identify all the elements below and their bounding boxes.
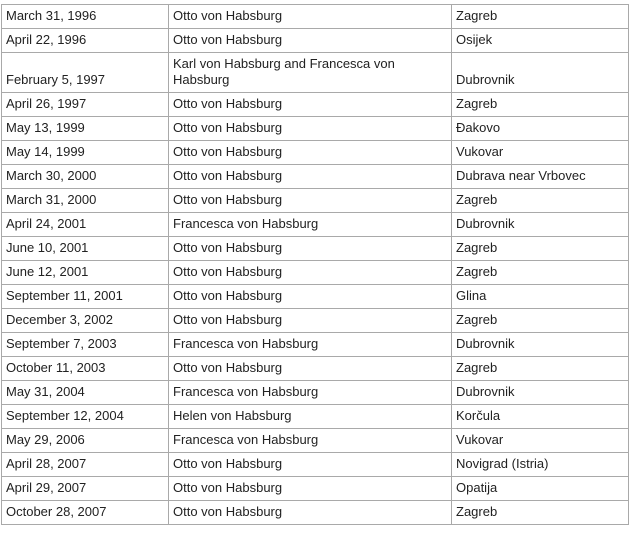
location-cell: Dubrovnik <box>452 53 629 93</box>
date-cell: October 11, 2003 <box>2 357 169 381</box>
location-cell: Zagreb <box>452 237 629 261</box>
location-cell: Zagreb <box>452 93 629 117</box>
location-cell: Zagreb <box>452 309 629 333</box>
visitor-cell: Otto von Habsburg <box>169 189 452 213</box>
visitor-cell: Otto von Habsburg <box>169 237 452 261</box>
date-cell: February 5, 1997 <box>2 53 169 93</box>
location-cell: Zagreb <box>452 5 629 29</box>
visitor-cell: Otto von Habsburg <box>169 309 452 333</box>
location-cell: Osijek <box>452 29 629 53</box>
date-cell: December 3, 2002 <box>2 309 169 333</box>
table-row <box>2 117 629 141</box>
visitor-cell: Francesca von Habsburg <box>169 333 452 357</box>
location-cell: Novigrad (Istria) <box>452 453 629 477</box>
visitor-cell: Otto von Habsburg <box>169 261 452 285</box>
date-cell: April 24, 2001 <box>2 213 169 237</box>
date-cell: September 11, 2001 <box>2 285 169 309</box>
table-row <box>2 93 629 117</box>
date-cell: October 28, 2007 <box>2 501 169 525</box>
location-cell: Zagreb <box>452 501 629 525</box>
table-row <box>2 501 629 525</box>
table-row <box>2 189 629 213</box>
visitor-cell: Otto von Habsburg <box>169 141 452 165</box>
date-cell: May 31, 2004 <box>2 381 169 405</box>
date-cell: September 7, 2003 <box>2 333 169 357</box>
location-cell: Vukovar <box>452 141 629 165</box>
date-cell: April 22, 1996 <box>2 29 169 53</box>
location-cell: Glina <box>452 285 629 309</box>
location-cell: Zagreb <box>452 189 629 213</box>
visitor-cell: Otto von Habsburg <box>169 453 452 477</box>
visitor-cell: Francesca von Habsburg <box>169 429 452 453</box>
date-cell: June 10, 2001 <box>2 237 169 261</box>
visitor-cell: Helen von Habsburg <box>169 405 452 429</box>
location-cell: Vukovar <box>452 429 629 453</box>
visitor-cell: Francesca von Habsburg <box>169 213 452 237</box>
date-cell: March 31, 1996 <box>2 5 169 29</box>
location-cell: Korčula <box>452 405 629 429</box>
location-cell: Dubrovnik <box>452 333 629 357</box>
location-cell: Zagreb <box>452 261 629 285</box>
visitor-cell: Otto von Habsburg <box>169 5 452 29</box>
table-row <box>2 477 629 501</box>
date-cell: September 12, 2004 <box>2 405 169 429</box>
location-cell: Dubrava near Vrbovec <box>452 165 629 189</box>
table-row <box>2 333 629 357</box>
visitor-cell: Francesca von Habsburg <box>169 381 452 405</box>
visitor-cell: Otto von Habsburg <box>169 165 452 189</box>
location-cell: Đakovo <box>452 117 629 141</box>
visitor-cell: Karl von Habsburg and Francesca von Habsburg <box>169 53 452 93</box>
table-row <box>2 261 629 285</box>
table-row <box>2 53 629 93</box>
date-cell: March 31, 2000 <box>2 189 169 213</box>
date-cell: April 28, 2007 <box>2 453 169 477</box>
table-row <box>2 381 629 405</box>
date-cell: April 26, 1997 <box>2 93 169 117</box>
visitor-cell: Otto von Habsburg <box>169 357 452 381</box>
location-cell: Opatija <box>452 477 629 501</box>
visitor-cell: Otto von Habsburg <box>169 501 452 525</box>
location-cell: Zagreb <box>452 357 629 381</box>
table-row <box>2 357 629 381</box>
table-row <box>2 309 629 333</box>
table-row <box>2 165 629 189</box>
visitor-cell: Otto von Habsburg <box>169 117 452 141</box>
date-cell: June 12, 2001 <box>2 261 169 285</box>
location-cell: Dubrovnik <box>452 381 629 405</box>
visitor-cell: Otto von Habsburg <box>169 93 452 117</box>
location-cell: Dubrovnik <box>452 213 629 237</box>
visitor-cell: Otto von Habsburg <box>169 29 452 53</box>
date-cell: March 30, 2000 <box>2 165 169 189</box>
date-cell: May 14, 1999 <box>2 141 169 165</box>
table-row <box>2 453 629 477</box>
table-row <box>2 237 629 261</box>
date-cell: April 29, 2007 <box>2 477 169 501</box>
date-cell: May 13, 1999 <box>2 117 169 141</box>
visitor-cell: Otto von Habsburg <box>169 285 452 309</box>
visits-table-body <box>2 5 629 525</box>
table-row <box>2 141 629 165</box>
table-row <box>2 285 629 309</box>
visitor-cell: Otto von Habsburg <box>169 477 452 501</box>
visits-table <box>1 4 629 525</box>
table-row <box>2 213 629 237</box>
table-row <box>2 429 629 453</box>
date-cell: May 29, 2006 <box>2 429 169 453</box>
table-row <box>2 405 629 429</box>
table-row <box>2 5 629 29</box>
table-row <box>2 29 629 53</box>
